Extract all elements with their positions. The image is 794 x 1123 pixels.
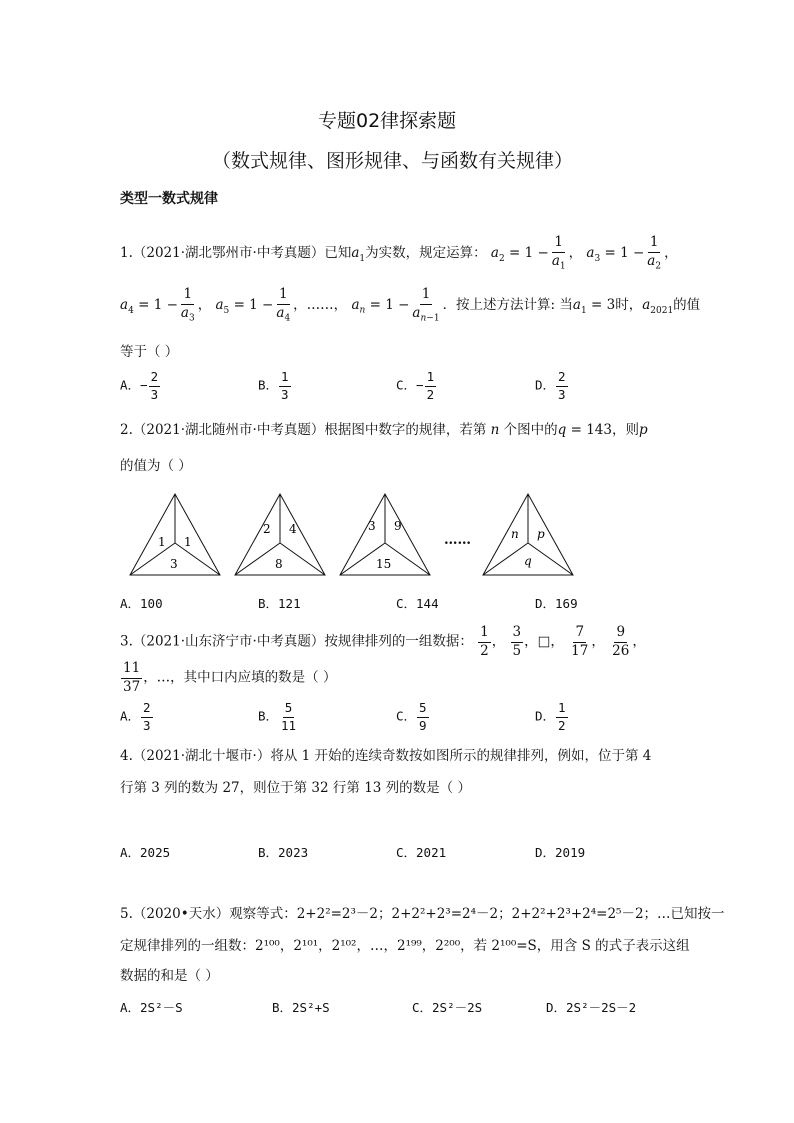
q3-option-a: A． $\frac{2}{3}$	[120, 700, 151, 733]
q3-option-d: D． $\frac{1}{2}$	[535, 700, 566, 733]
page-subtitle: （数式规律、图形规律、与函数有关规律）	[212, 150, 574, 172]
q3-lead: 3.（2021·山东济宁市·中考真题）按规律排列的一组数据：	[120, 633, 473, 650]
figure-3-bottom: 15	[376, 557, 392, 571]
q1-compute: ．按上述方法计算: 当	[442, 297, 573, 314]
figure-3-right: 9	[394, 519, 402, 533]
q1-ellipsis: ……	[306, 297, 334, 314]
q1-tail: 等于（ ）	[120, 344, 179, 360]
q5-line2: 定规律排列的一组数：2¹⁰⁰，2¹⁰¹，2¹⁰²，…，2¹⁹⁹，2²⁰⁰，若 2¹⁰⁰=S，用含 S 的式子表示这组	[120, 938, 690, 954]
q3-line1: 3.（2021·山东济宁市·中考真题）按规律排列的一组数据： $\frac{1}{2}$ ， $\frac{3}{5}$ ，□， $\frac{7}{17}$ ， $\frac{9}{26}$ ，	[120, 624, 646, 659]
q2-option-d: D．169	[535, 596, 578, 611]
figure-4-left: n	[511, 527, 519, 541]
q2-then: ，则	[611, 422, 639, 438]
q1-option-a: A．− $\frac{2}{3}$	[120, 369, 159, 402]
q5-line3: 数据的和是（ ）	[120, 968, 219, 984]
q2-lead: 2.（2021·湖北随州市·中考真题）根据图中数字的规律，若第	[120, 422, 487, 438]
q4-line2: 行第 3 列的数为 27，则位于第 32 行第 13 列的数是（ ）	[120, 780, 471, 796]
q5-option-c: C．2S²－2S	[412, 1000, 483, 1015]
q2-line1: 2.（2021·湖北随州市·中考真题）根据图中数字的规律，若第 n 个图中的q = 143，则p	[120, 422, 648, 438]
q4-option-b: B．2023	[258, 845, 309, 860]
figure-3-left: 3	[368, 519, 376, 533]
q1-option-d: D． $\frac{2}{3}$	[535, 369, 566, 402]
section-heading: 类型一数式规律	[120, 191, 218, 207]
q2-mid: 个图中的	[503, 422, 558, 438]
q4-option-c: C．2021	[396, 845, 447, 860]
figure-2-right: 4	[289, 522, 297, 536]
figure-4-bottom: q	[524, 554, 532, 568]
q4-option-a: A．2025	[120, 845, 171, 860]
q4-option-d: D．2019	[535, 845, 586, 860]
q2-figure-3	[330, 488, 450, 578]
q2-option-b: B．121	[258, 596, 301, 611]
q1-option-c: C．− $\frac{1}{2}$	[396, 369, 435, 402]
q5-option-a: A．2S²－S	[120, 1000, 183, 1015]
q1-given-value: 3	[606, 297, 616, 314]
q5-option-b: B．2S²+S	[272, 1000, 330, 1015]
q3-option-b: B． $\frac{5}{11}$	[258, 700, 297, 733]
figure-1-bottom: 3	[170, 557, 178, 571]
q2-tail: 的值为（ ）	[120, 458, 192, 474]
q1-is-real: 为实数，规定运算：	[365, 245, 487, 262]
q5-option-d: D．2S²－2S－2	[546, 1000, 637, 1015]
figure-4-right: p	[537, 527, 545, 541]
q2-option-a: A．100	[120, 596, 163, 611]
q1-line1: 1.（2021·湖北鄂州市·中考真题）已知$a_1$为实数，规定运算： $a_2 = 1$ − $\frac{1}{a_1}$ ， $a_3 = 1$ − $\frac{1}{a_2}$ ，	[120, 234, 678, 272]
q2-dots: ……	[444, 532, 471, 548]
q5-line1: 5.（2020•天水）观察等式：2+2²=2³－2；2+2²+2³=2⁴－2；2+2²+2³+2⁴=2⁵－2；…已知按一	[120, 906, 725, 922]
q1-when: 时，	[615, 297, 643, 314]
q1-value-of: 的值	[673, 297, 701, 314]
q3-tail: ，…，其中口内应填的数是（ ）	[143, 669, 337, 686]
q2-option-c: C．144	[396, 596, 439, 611]
q1-lead: 1.（2021·湖北鄂州市·中考真题）已知	[120, 245, 352, 262]
q2-figure-4	[473, 488, 593, 578]
figure-2-left: 2	[263, 522, 271, 536]
q1-line2: $a_4 = 1$ − $\frac{1}{a_3}$ ， $a_5 = 1$ − $\frac{1}{a_4}$ ，……， $a_n = 1$ − $\frac{1}{a_{n-1}}$ ．按上述方法计算: 当$a_1 = 3$时，$a_{2021}$的值	[120, 286, 701, 324]
q1-option-b: B． $\frac{1}{3}$	[258, 369, 289, 402]
page-title: 专题02律探索题	[318, 110, 457, 132]
q2-figure-2	[225, 488, 345, 578]
figure-2-bottom: 8	[275, 557, 283, 571]
q4-line1: 4.（2021·湖北十堰市·）将从 1 开始的连续奇数按如图所示的规律排列，例如，位于第 4	[120, 748, 652, 764]
q2-q-value: 143	[586, 422, 612, 438]
q3-line2: $\frac{11}{37}$ ，…，其中口内应填的数是（ ）	[123, 660, 337, 695]
q2-figure-1	[120, 488, 240, 578]
figure-1-right: 1	[184, 535, 192, 549]
q3-option-c: C． $\frac{5}{9}$	[396, 700, 427, 733]
q3-blank-box: □	[537, 633, 551, 650]
figure-1-left: 1	[158, 535, 166, 549]
